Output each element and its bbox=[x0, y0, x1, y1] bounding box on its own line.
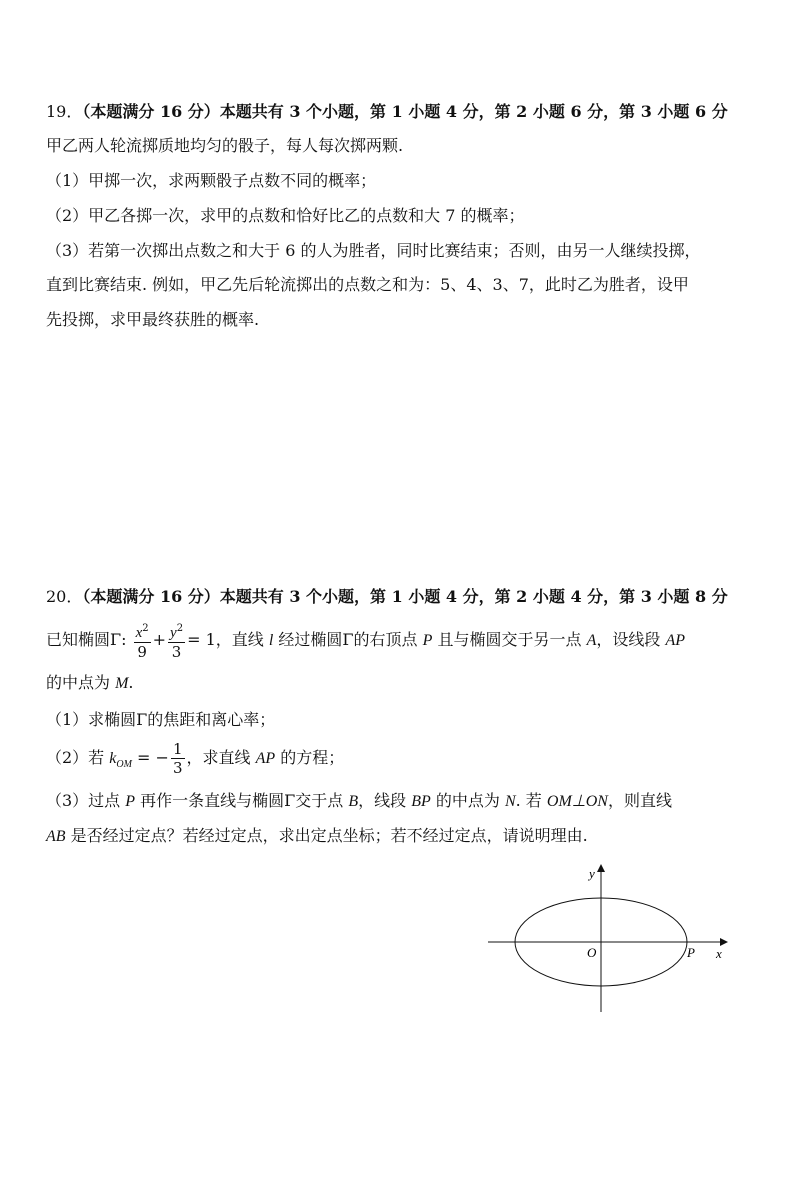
q20-intro-line2: 的中点为 M. bbox=[46, 673, 134, 692]
origin-label: O bbox=[587, 945, 597, 960]
x-axis-label: x bbox=[716, 946, 722, 961]
q20-score-info: （本题满分 16 分）本题共有 3 个小题，第 1 小题 4 分，第 2 小题 4 分，第 3 小题 8 分 bbox=[82, 587, 728, 606]
q19-part2: （2）甲乙各掷一次，求甲的点数和恰好比乙的点数和大 7 的概率； bbox=[46, 206, 525, 225]
fraction-1-over-3: $\frac{1}{3}$ bbox=[172, 740, 183, 777]
q20-part3-line2: AB 是否经过定点？若经过定点，求出定点坐标；若不经过定点，请说明理由. bbox=[46, 826, 588, 845]
q19-part3-line2: 直到比赛结束. 例如，甲乙先后轮流掷出的点数之和为：5、4、3、7，此时乙为胜者，设甲 bbox=[46, 275, 689, 294]
q19-part3-line3: 先投掷，求甲最终获胜的概率. bbox=[46, 310, 260, 329]
q20-header: 20．（本题满分 16 分）本题共有 3 个小题，第 1 小题 4 分，第 2 小题 4 分，第 3 小题 8 分 bbox=[46, 587, 728, 606]
y-axis-label: y bbox=[589, 866, 595, 881]
fraction-x2-over-9: $\frac{x^2}{9}$ bbox=[134, 620, 151, 661]
point-p-label: P bbox=[687, 945, 695, 960]
q20-part3-line1: （3）过点 P 再作一条直线与椭圆Γ交于点 B，线段 BP 的中点为 N. 若 OM⊥ON，则直线 bbox=[46, 791, 672, 810]
q20-part2: （2）若 $k_{OM}$ = − $\frac{1}{3}$ ，求直线 AP 的方程； bbox=[46, 740, 345, 777]
q20-intro-line1: 已知椭圆Γ: $\frac{x^2}{9}$ + $\frac{y^2}{3}$ = 1，直线 l 经过椭圆Γ的右顶点 P 且与椭圆交于另一点 A，设线段 AP bbox=[46, 620, 685, 661]
q19-header: 19．（本题满分 16 分）本题共有 3 个小题，第 1 小题 4 分，第 2 小题 6 分，第 3 小题 6 分 bbox=[46, 102, 728, 121]
fraction-y2-over-3: $\frac{y^2}{3}$ bbox=[168, 620, 185, 661]
ellipse-figure bbox=[480, 860, 740, 1020]
q19-score-info: （本题满分 16 分）本题共有 3 个小题，第 1 小题 4 分，第 2 小题 6 分，第 3 小题 6 分 bbox=[82, 102, 728, 121]
q19-intro: 甲乙两人轮流掷质地均匀的骰子，每人每次掷两颗. bbox=[46, 136, 404, 155]
q19-part1: （1）甲掷一次，求两颗骰子点数不同的概率； bbox=[46, 171, 377, 190]
q20-part1: （1）求椭圆Γ的焦距和离心率； bbox=[46, 710, 276, 729]
q19-part3-line1: （3）若第一次掷出点数之和大于 6 的人为胜者，同时比赛结束；否则，由另一人继续投掷， bbox=[46, 241, 701, 260]
